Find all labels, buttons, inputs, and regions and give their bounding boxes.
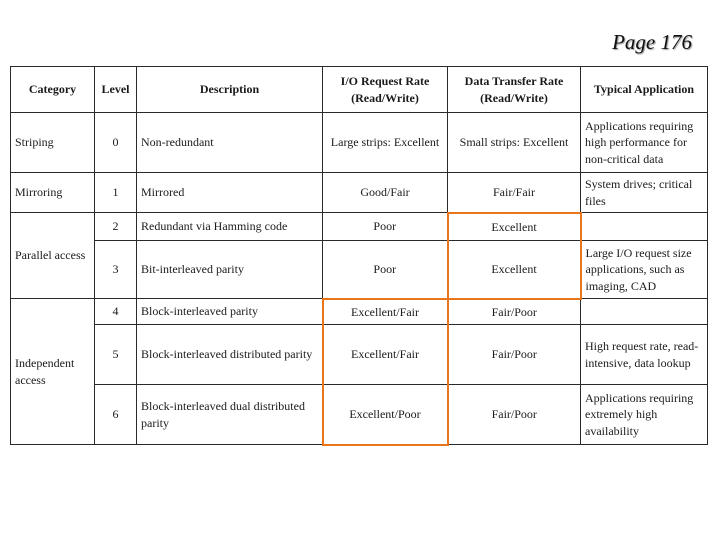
transfer-rate-cell-highlighted: Excellent (448, 241, 581, 299)
description-cell: Mirrored (137, 173, 323, 213)
level-cell: 6 (95, 385, 137, 445)
table-row (11, 113, 708, 173)
io-rate-cell: Large strips: Excellent (323, 113, 448, 173)
category-mirroring: Mirroring (11, 173, 95, 213)
io-rate-cell: Poor (323, 213, 448, 241)
transfer-rate-cell: Fair/Fair (448, 173, 581, 213)
category-parallel: Parallel access (11, 213, 95, 299)
header-io-rate: I/O Request Rate (Read/Write) (323, 67, 448, 113)
header-application: Typical Application (581, 67, 708, 113)
category-independent: Independent access (11, 299, 95, 445)
application-cell: High request rate, read-intensive, data lookup (581, 325, 708, 385)
page-number: Page 176 (612, 30, 692, 54)
table-row (11, 241, 708, 299)
io-rate-cell-highlighted: Excellent/Poor (323, 385, 448, 445)
header-description: Description (137, 67, 323, 113)
description-cell: Block-interleaved dual distributed parity (137, 385, 323, 445)
level-cell: 0 (95, 113, 137, 173)
transfer-rate-cell: Fair/Poor (448, 299, 581, 325)
category-striping: Striping (11, 113, 95, 173)
io-rate-cell: Poor (323, 241, 448, 299)
description-cell: Block-interleaved distributed parity (137, 325, 323, 385)
description-cell: Bit-interleaved parity (137, 241, 323, 299)
transfer-rate-cell: Fair/Poor (448, 385, 581, 445)
table-row (11, 213, 708, 241)
description-cell: Block-interleaved parity (137, 299, 323, 325)
table-row (11, 385, 708, 445)
header-level: Level (95, 67, 137, 113)
table-row (11, 325, 708, 385)
level-cell: 1 (95, 173, 137, 213)
application-cell (581, 213, 708, 241)
application-cell: Applications requiring high performance for non-critical data (581, 113, 708, 173)
description-cell: Redundant via Hamming code (137, 213, 323, 241)
transfer-rate-cell-highlighted: Excellent (448, 213, 581, 241)
io-rate-cell: Good/Fair (323, 173, 448, 213)
application-cell: Applications requiring extremely high availability (581, 385, 708, 445)
transfer-rate-cell: Small strips: Excellent (448, 113, 581, 173)
table-header-row (11, 67, 708, 113)
level-cell: 5 (95, 325, 137, 385)
application-cell (581, 299, 708, 325)
level-cell: 4 (95, 299, 137, 325)
io-rate-cell-highlighted: Excellent/Fair (323, 299, 448, 325)
level-cell: 2 (95, 213, 137, 241)
io-rate-cell-highlighted: Excellent/Fair (323, 325, 448, 385)
table-row (11, 173, 708, 213)
header-category: Category (11, 67, 95, 113)
application-cell: Large I/O request size applications, such as imaging, CAD (581, 241, 708, 299)
raid-levels-table (10, 66, 708, 446)
table-row (11, 299, 708, 325)
header-transfer-rate: Data Transfer Rate (Read/Write) (448, 67, 581, 113)
application-cell: System drives; critical files (581, 173, 708, 213)
level-cell: 3 (95, 241, 137, 299)
transfer-rate-cell: Fair/Poor (448, 325, 581, 385)
description-cell: Non-redundant (137, 113, 323, 173)
